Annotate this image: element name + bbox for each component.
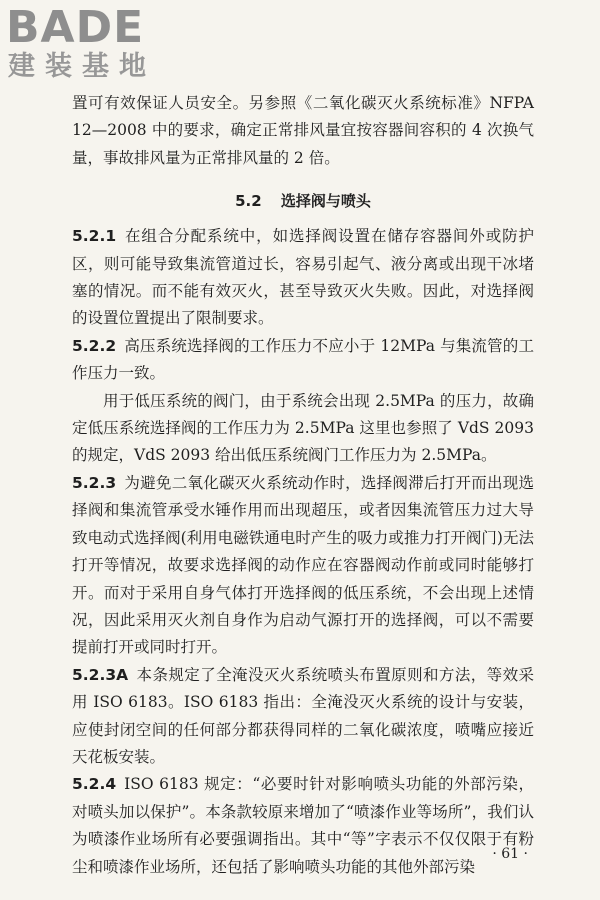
clause-number: 5.2.4 bbox=[72, 775, 117, 794]
clause-text: 为避免二氧化碳灭火系统动作时，选择阀滞后打开而出现选择阀和集流管承受水锤作用而出现超压，或者因集流管压力过大导致电动式选择阀(利用电磁铁通电时产生的吸力或推力打开阀门)无法打开等情况，故要求选择阀的动作应在容器阀动作前或同时能够打开。而对于采用自身气体打开选择阀的低压系统，不会出现上述情况，因此采用灭火剂自身作为启动气源打开的选择阀，可以不需要提前打开或同时打开。 bbox=[72, 473, 534, 657]
clause-text: 本条规定了全淹没灭火系统喷头布置原则和方法，等效采用 ISO 6183。ISO 6183 指出：全淹没灭火系统的设计与安装，应使封闭空间的任何部分都获得同样的二氧化碳浓度，喷嘴应接近天花板安装。 bbox=[72, 665, 534, 766]
clause-number: 5.2.1 bbox=[72, 227, 117, 246]
clause-5-2-1 bbox=[72, 223, 534, 333]
clause-text: 在组合分配系统中，如选择阀设置在储存容器间外或防护区，则可能导致集流管道过长，容易引起气、液分离或出现干冰堵塞的情况。而不能有效灭火，甚至导致灭火失败。因此，对选择阀的设置位置提出了限制要求。 bbox=[72, 227, 534, 328]
clause-5-2-2 bbox=[72, 333, 534, 388]
section-title: 选择阀与喷头 bbox=[280, 192, 371, 211]
clause-number: 5.2.3 bbox=[72, 473, 117, 492]
section-heading bbox=[72, 188, 534, 215]
clause-number: 5.2.2 bbox=[72, 336, 117, 355]
page-number: · 61 · bbox=[492, 846, 528, 862]
clause-text: ISO 6183 规定：“必要时针对影响喷头功能的外部污染，对喷头加以保护”。本条款较原来增加了“喷漆作业等场所”，我们认为喷漆作业场所有必要强调指出。其中“等”字表示不仅仅限于有粉尘和喷漆作业场所，还包括了影响喷头功能的其他外部污染 bbox=[72, 775, 534, 876]
clause-5-2-3 bbox=[72, 470, 534, 662]
clause-5-2-3a bbox=[72, 662, 534, 772]
intro-paragraph: 置可有效保证人员安全。另参照《二氧化碳灭火系统标准》NFPA 12—2008 中的要求，确定正常排风量宜按容器间容积的 4 次换气量，事故排风量为正常排风量的 2 倍。 bbox=[72, 94, 534, 167]
watermark-logo bbox=[6, 4, 176, 82]
clause-5-2-4 bbox=[72, 771, 534, 881]
clause-text: 用于低压系统的阀门，由于系统会出现 2.5MPa 的压力，故确定低压系统选择阀的工作压力为 2.5MPa 这里也参照了 VdS 2093 的规定，VdS 2093 给出低压系统阀门工作压力为 2.5MPa。 bbox=[72, 391, 534, 465]
watermark-latin: BADE bbox=[6, 2, 145, 53]
clause-5-2-2-continued bbox=[72, 388, 534, 470]
clause-number: 5.2.3A bbox=[72, 665, 129, 684]
watermark-chinese: 建装基地 bbox=[8, 51, 156, 82]
clause-text: 高压系统选择阀的工作压力不应小于 12MPa 与集流管的工作压力一致。 bbox=[72, 336, 534, 383]
section-number: 5.2 bbox=[235, 192, 262, 211]
page-body bbox=[72, 90, 534, 881]
